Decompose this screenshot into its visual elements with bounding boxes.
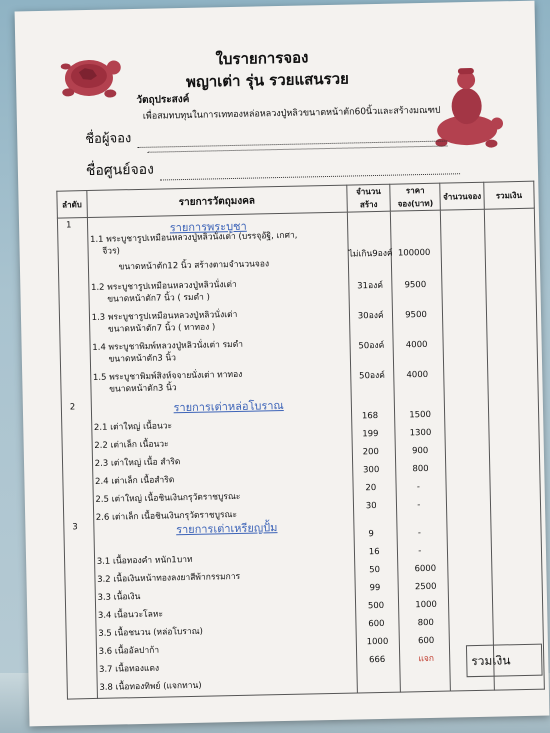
center-name-field[interactable] <box>86 152 460 182</box>
quantity-value: 168 <box>361 410 379 422</box>
list-item: 3.2 เนื้อเงินหน้าทองลงยาสีพ้ากรรมการ <box>97 571 241 585</box>
quantity-value: ไม่เกิน9องค์ <box>348 248 393 260</box>
price-value: 1300 <box>409 427 432 439</box>
quantity-value: 20 <box>365 483 377 494</box>
price-value: 800 <box>412 463 429 475</box>
list-item: 2.4 เต่าเล็ก เนื้อสำริด <box>94 475 175 487</box>
quantity-value: 16 <box>368 546 380 558</box>
price-value: - <box>416 482 420 493</box>
quantity-value: 500 <box>367 600 385 612</box>
price-value: 4000 <box>406 369 429 381</box>
list-item: 3.6 เนื้ออัลปาก้า <box>98 645 160 657</box>
row-total-column[interactable] <box>484 208 544 690</box>
list-item: 1.3 พระบูชารูปเหมือนหลวงปู่หลิวนั่งเต่า <box>91 309 238 323</box>
price-value: 100000 <box>397 247 431 259</box>
list-item: 1.4 พระบูชาพิมพ์หลวงปู่หลิวนั่งเต่า รมดำ <box>92 339 244 353</box>
list-item-continued: จีวร) <box>102 246 121 257</box>
quantity-value: 50องค์ <box>359 370 385 382</box>
quantity-value: 99 <box>369 582 381 594</box>
price-value: - <box>418 546 422 557</box>
center-name-label: ชื่อศูนย์จอง <box>85 161 155 180</box>
list-item: 3.1 เนื้อทองคำ หนัก1บาท <box>96 554 193 567</box>
quantity-value: 199 <box>362 428 379 440</box>
price-value: 600 <box>417 635 435 647</box>
list-item-continued: ขนาดหน้าตัก7 นิ้ว ( ทาทอง ) <box>107 322 216 335</box>
price-value: 1000 <box>415 599 438 611</box>
items-table <box>56 181 545 700</box>
price-value: 900 <box>411 445 429 457</box>
header-no: ลำดับ <box>57 191 87 219</box>
price-value: 6000 <box>414 563 437 575</box>
quantity-value: 50 <box>369 564 381 576</box>
list-item-continued: ขนาดหน้าตัก3 นิ้ว <box>108 353 177 365</box>
header-booked: จำนวนจอง <box>440 182 484 210</box>
price-value: 4000 <box>405 339 428 351</box>
list-item: 2.1 เต่าใหญ่ เนื้อนวะ <box>93 421 173 433</box>
list-item: 3.5 เนื้อชนวน (หล่อโบราณ) <box>98 626 204 639</box>
turtle-amulet-icon <box>53 47 124 106</box>
grand-total-label: รวมเงิน <box>471 653 511 669</box>
form-subtitle: พญาเต่า รุ่น รวยแสนรวย <box>185 69 350 91</box>
table-body-row <box>57 208 544 699</box>
price-value: 9500 <box>404 279 427 291</box>
section-title: รายการพระบูชา <box>169 219 247 235</box>
section-number: 1 <box>65 220 72 231</box>
section-number: 3 <box>72 522 78 533</box>
list-item: 2.5 เต่าใหญ่ เนื้อชินเงินกรุวัดราชบูรณะ <box>95 491 241 505</box>
section-title: รายการเต่าหล่อโบราณ <box>173 398 284 415</box>
header-item-name: รายการวัตถุมงคล <box>86 185 347 217</box>
list-item: 2.2 เต่าเล็ก เนื้อนวะ <box>94 439 169 451</box>
price-value: - <box>417 528 421 539</box>
quantity-value: 200 <box>362 446 380 458</box>
list-item: 3.4 เนื้อนวะโลหะ <box>97 609 164 621</box>
quantity-value: 666 <box>368 654 386 666</box>
list-item: 2.3 เต่าใหญ่ เนื้อ สำริด <box>94 457 181 469</box>
list-item: 3.8 เนื้อทองทิพย์ (แจกทาน) <box>99 680 202 693</box>
quantity-value: 300 <box>362 464 380 476</box>
header-total: รวมเงิน <box>483 181 534 209</box>
list-item-continued: ขนาดหน้าตัก7 นิ้ว ( รมดำ ) <box>107 292 211 305</box>
grand-total-box[interactable] <box>466 644 543 678</box>
price-value-giveaway: แจก <box>418 653 435 665</box>
list-item: 1.2 พระบูชารูปเหมือนหลวงปู่หลิวนั่งเต่า <box>90 279 237 293</box>
quantity-value: 30 <box>365 501 377 512</box>
booking-form-paper <box>15 1 550 727</box>
section-title: รายการเต่าเหรียญปั้ม <box>175 521 278 537</box>
list-item-continued: ขนาดหน้าตัก3 นิ้ว <box>109 383 177 395</box>
quantity-value: 30องค์ <box>357 310 384 322</box>
list-item: 1.1 พระบูชารูปเหมือนหลวงปู่หลิวนั่งเต่า (บรรจุอัฐิ, เกศา, <box>89 230 298 245</box>
list-item-continued: ขนาดหน้าตัก12 นิ้ว สร้างตามจำนวนจอง <box>118 259 270 273</box>
purpose-label: วัตถุประสงค์ <box>136 93 190 106</box>
purpose-text: เพื่อสมทบทุนในการเททองหล่อหลวงปู่หลิวขนาดหน้าตัก60นิ้วและสร้างมณฑป <box>142 105 441 122</box>
price-value: 9500 <box>405 309 427 321</box>
price-value: 1500 <box>409 409 432 421</box>
center-name-line[interactable] <box>160 163 460 180</box>
price-value: - <box>417 500 421 511</box>
quantity-value: 31องค์ <box>357 280 384 292</box>
section-number: 2 <box>69 402 76 413</box>
list-item: 2.6 เต่าเล็ก เนื้อชินเงินกรุวัดราชบูรณะ <box>95 509 238 523</box>
header-price: ราคาจอง(บาท) <box>390 183 441 211</box>
list-item: 3.7 เนื้อทองแดง <box>98 663 160 675</box>
header-quantity: จำนวนสร้าง <box>347 184 391 212</box>
quantity-value: 600 <box>368 618 385 630</box>
form-title: ใบรายการจอง <box>215 48 309 69</box>
price-value: 800 <box>417 617 434 629</box>
list-item: 1.5 พระบูชาพิมพ์สิงห์จจายนั่งเต่า ทาทอง <box>92 369 243 383</box>
price-value: 2500 <box>414 581 437 593</box>
quantity-value: 1000 <box>366 636 389 648</box>
quantity-value: 9 <box>368 529 374 540</box>
list-item: 3.3 เนื้อเงิน <box>97 592 141 603</box>
item-name-column <box>87 212 357 698</box>
booker-name-label: ชื่อผู้จอง <box>85 131 132 148</box>
quantity-value: 50องค์ <box>358 340 385 352</box>
